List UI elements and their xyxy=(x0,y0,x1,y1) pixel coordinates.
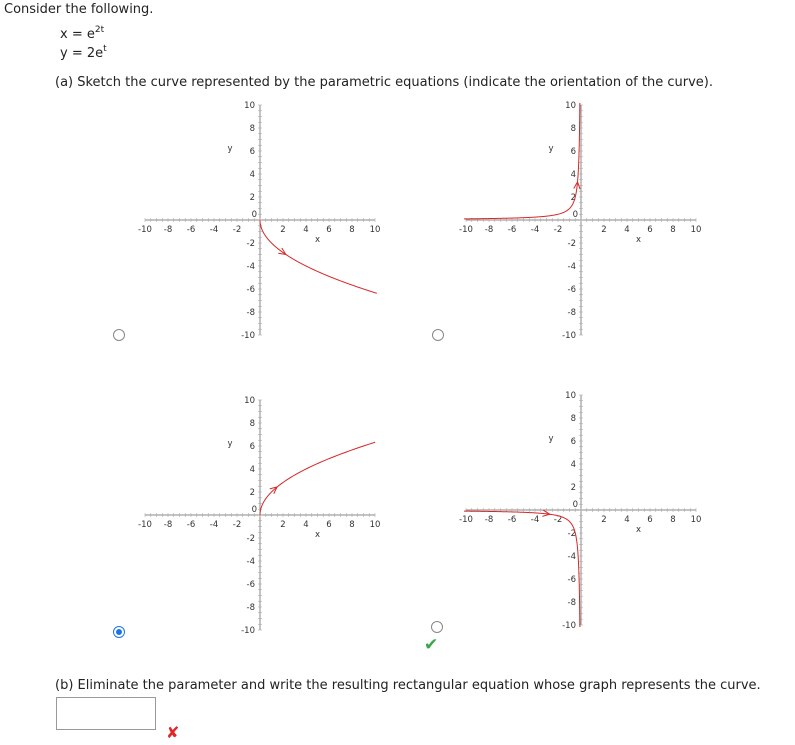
x-tick-label: -6 xyxy=(186,225,196,235)
y-tick-label: 4 xyxy=(249,170,255,180)
y-tick-label: 2 xyxy=(249,488,255,498)
y-axis-label: y xyxy=(548,434,554,444)
y-tick-label: -2 xyxy=(246,239,255,249)
x-tick-label: -6 xyxy=(507,225,517,235)
graph-option-d xyxy=(446,385,716,639)
y-tick-label: 2 xyxy=(570,193,576,203)
x-tick-label: 6 xyxy=(647,515,653,525)
x-tick-label: 6 xyxy=(647,225,653,235)
x-tick-label: -2 xyxy=(553,225,563,235)
y-tick-label: -8 xyxy=(567,308,576,318)
origin-label: 0 xyxy=(251,505,257,515)
y-tick-label: 6 xyxy=(570,147,576,157)
graph-option-a xyxy=(125,95,395,349)
y-tick-label: -10 xyxy=(562,621,576,631)
x-tick-label: -2 xyxy=(232,520,242,530)
y-tick-label: 10 xyxy=(244,396,255,406)
y-tick-label: -6 xyxy=(246,285,255,295)
radio-option-b[interactable] xyxy=(432,329,444,341)
x-tick-label: -4 xyxy=(209,520,219,530)
y-tick-label: -4 xyxy=(246,557,255,567)
radio-option-c[interactable] xyxy=(113,626,125,638)
x-tick-label: 6 xyxy=(326,520,332,530)
y-tick-label: -2 xyxy=(567,529,576,539)
x-tick-label: 8 xyxy=(349,225,355,235)
y-tick-label: 6 xyxy=(249,442,255,452)
y-tick-label: -4 xyxy=(246,262,255,272)
x-tick-label: -10 xyxy=(459,515,473,525)
y-tick-label: -4 xyxy=(567,552,576,562)
intro-text: Consider the following. xyxy=(4,2,154,17)
x-tick-label: -10 xyxy=(138,225,152,235)
x-tick-label: 10 xyxy=(690,515,702,525)
equation-x xyxy=(60,27,104,42)
y-tick-label: 6 xyxy=(249,147,255,157)
x-tick-label: 8 xyxy=(349,520,355,530)
y-tick-label: 8 xyxy=(570,124,576,134)
x-tick-label: 2 xyxy=(601,225,607,235)
y-tick-label: 2 xyxy=(570,483,576,493)
x-tick-label: -4 xyxy=(530,515,540,525)
x-tick-label: 4 xyxy=(303,520,309,530)
rectangular-equation-input[interactable] xyxy=(56,697,156,730)
graph-option-c xyxy=(125,390,395,644)
y-tick-label: 10 xyxy=(244,101,255,111)
y-axis-label: y xyxy=(227,144,233,154)
graph-option-b xyxy=(446,95,716,349)
orientation-arrow xyxy=(278,248,286,255)
graph-svg-c xyxy=(125,390,395,640)
y-tick-label: 8 xyxy=(570,414,576,424)
y-tick-label: 2 xyxy=(249,193,255,203)
y-tick-label: -2 xyxy=(246,534,255,544)
origin-label: 0 xyxy=(572,500,578,510)
y-tick-label: 8 xyxy=(249,124,255,134)
equation-y-exponent: t xyxy=(103,44,107,54)
x-tick-label: 10 xyxy=(369,225,381,235)
correct-check-icon: ✔ xyxy=(424,635,439,655)
x-tick-label: 4 xyxy=(624,515,630,525)
x-tick-label: 10 xyxy=(690,225,702,235)
y-tick-label: 4 xyxy=(570,170,576,180)
x-tick-label: 10 xyxy=(369,520,381,530)
equation-x-exponent: 2t xyxy=(94,25,105,35)
x-tick-label: -2 xyxy=(553,515,563,525)
y-tick-label: -2 xyxy=(567,239,576,249)
x-tick-label: 6 xyxy=(326,225,332,235)
part-a-prompt: (a) Sketch the curve represented by the parametric equations (indicate the orientation of the curve). xyxy=(55,75,713,90)
x-tick-label: 4 xyxy=(624,225,630,235)
x-tick-label: 2 xyxy=(280,520,286,530)
parametric-curve xyxy=(260,220,377,293)
origin-label: 0 xyxy=(251,210,257,220)
x-tick-label: -6 xyxy=(507,515,517,525)
y-tick-label: 10 xyxy=(565,391,576,401)
parametric-curve xyxy=(260,442,375,515)
incorrect-x-icon: ✘ xyxy=(166,723,180,742)
y-axis-label: y xyxy=(227,439,233,449)
y-tick-label: 4 xyxy=(249,465,255,475)
x-tick-label: 2 xyxy=(601,515,607,525)
x-axis-label: x xyxy=(314,530,321,540)
parametric-curve xyxy=(464,103,580,219)
x-tick-label: -4 xyxy=(209,225,219,235)
equation-y-lhs: y = 2e xyxy=(60,46,104,61)
y-tick-label: 6 xyxy=(570,437,576,447)
y-tick-label: 4 xyxy=(570,460,576,470)
y-tick-label: -8 xyxy=(567,598,576,608)
x-tick-label: 2 xyxy=(280,225,286,235)
x-tick-label: 8 xyxy=(670,515,676,525)
radio-option-d[interactable] xyxy=(431,621,443,633)
x-tick-label: 8 xyxy=(670,225,676,235)
y-tick-label: 8 xyxy=(249,419,255,429)
x-tick-label: -8 xyxy=(484,515,494,525)
y-tick-label: -4 xyxy=(567,262,576,272)
y-tick-label: -6 xyxy=(567,285,576,295)
x-axis-label: x xyxy=(635,235,642,245)
x-tick-label: -6 xyxy=(186,520,196,530)
equation-x-lhs: x = e xyxy=(60,27,95,42)
origin-label: 0 xyxy=(572,210,578,220)
y-tick-label: -10 xyxy=(562,331,576,341)
parametric-curve xyxy=(464,511,580,627)
equation-y xyxy=(60,46,107,61)
graph-svg-d xyxy=(446,385,716,635)
x-tick-label: -8 xyxy=(484,225,494,235)
x-tick-label: 4 xyxy=(303,225,309,235)
x-tick-label: -10 xyxy=(459,225,473,235)
graph-svg-b xyxy=(446,95,716,345)
x-tick-label: -2 xyxy=(232,225,242,235)
y-tick-label: -6 xyxy=(567,575,576,585)
y-tick-label: -6 xyxy=(246,580,255,590)
radio-option-a[interactable] xyxy=(113,329,125,341)
y-tick-label: 10 xyxy=(565,101,576,111)
x-tick-label: -10 xyxy=(138,520,152,530)
x-tick-label: -8 xyxy=(163,520,173,530)
x-tick-label: -4 xyxy=(530,225,540,235)
y-tick-label: -8 xyxy=(246,603,255,613)
x-axis-label: x xyxy=(314,235,321,245)
part-b-prompt: (b) Eliminate the parameter and write the resulting rectangular equation whose graph represents the curve. xyxy=(55,678,761,693)
x-tick-label: -8 xyxy=(163,225,173,235)
y-tick-label: -10 xyxy=(241,626,255,636)
y-tick-label: -10 xyxy=(241,331,255,341)
y-tick-label: -8 xyxy=(246,308,255,318)
y-axis-label: y xyxy=(548,144,554,154)
x-axis-label: x xyxy=(635,525,642,535)
graph-svg-a xyxy=(125,95,395,345)
